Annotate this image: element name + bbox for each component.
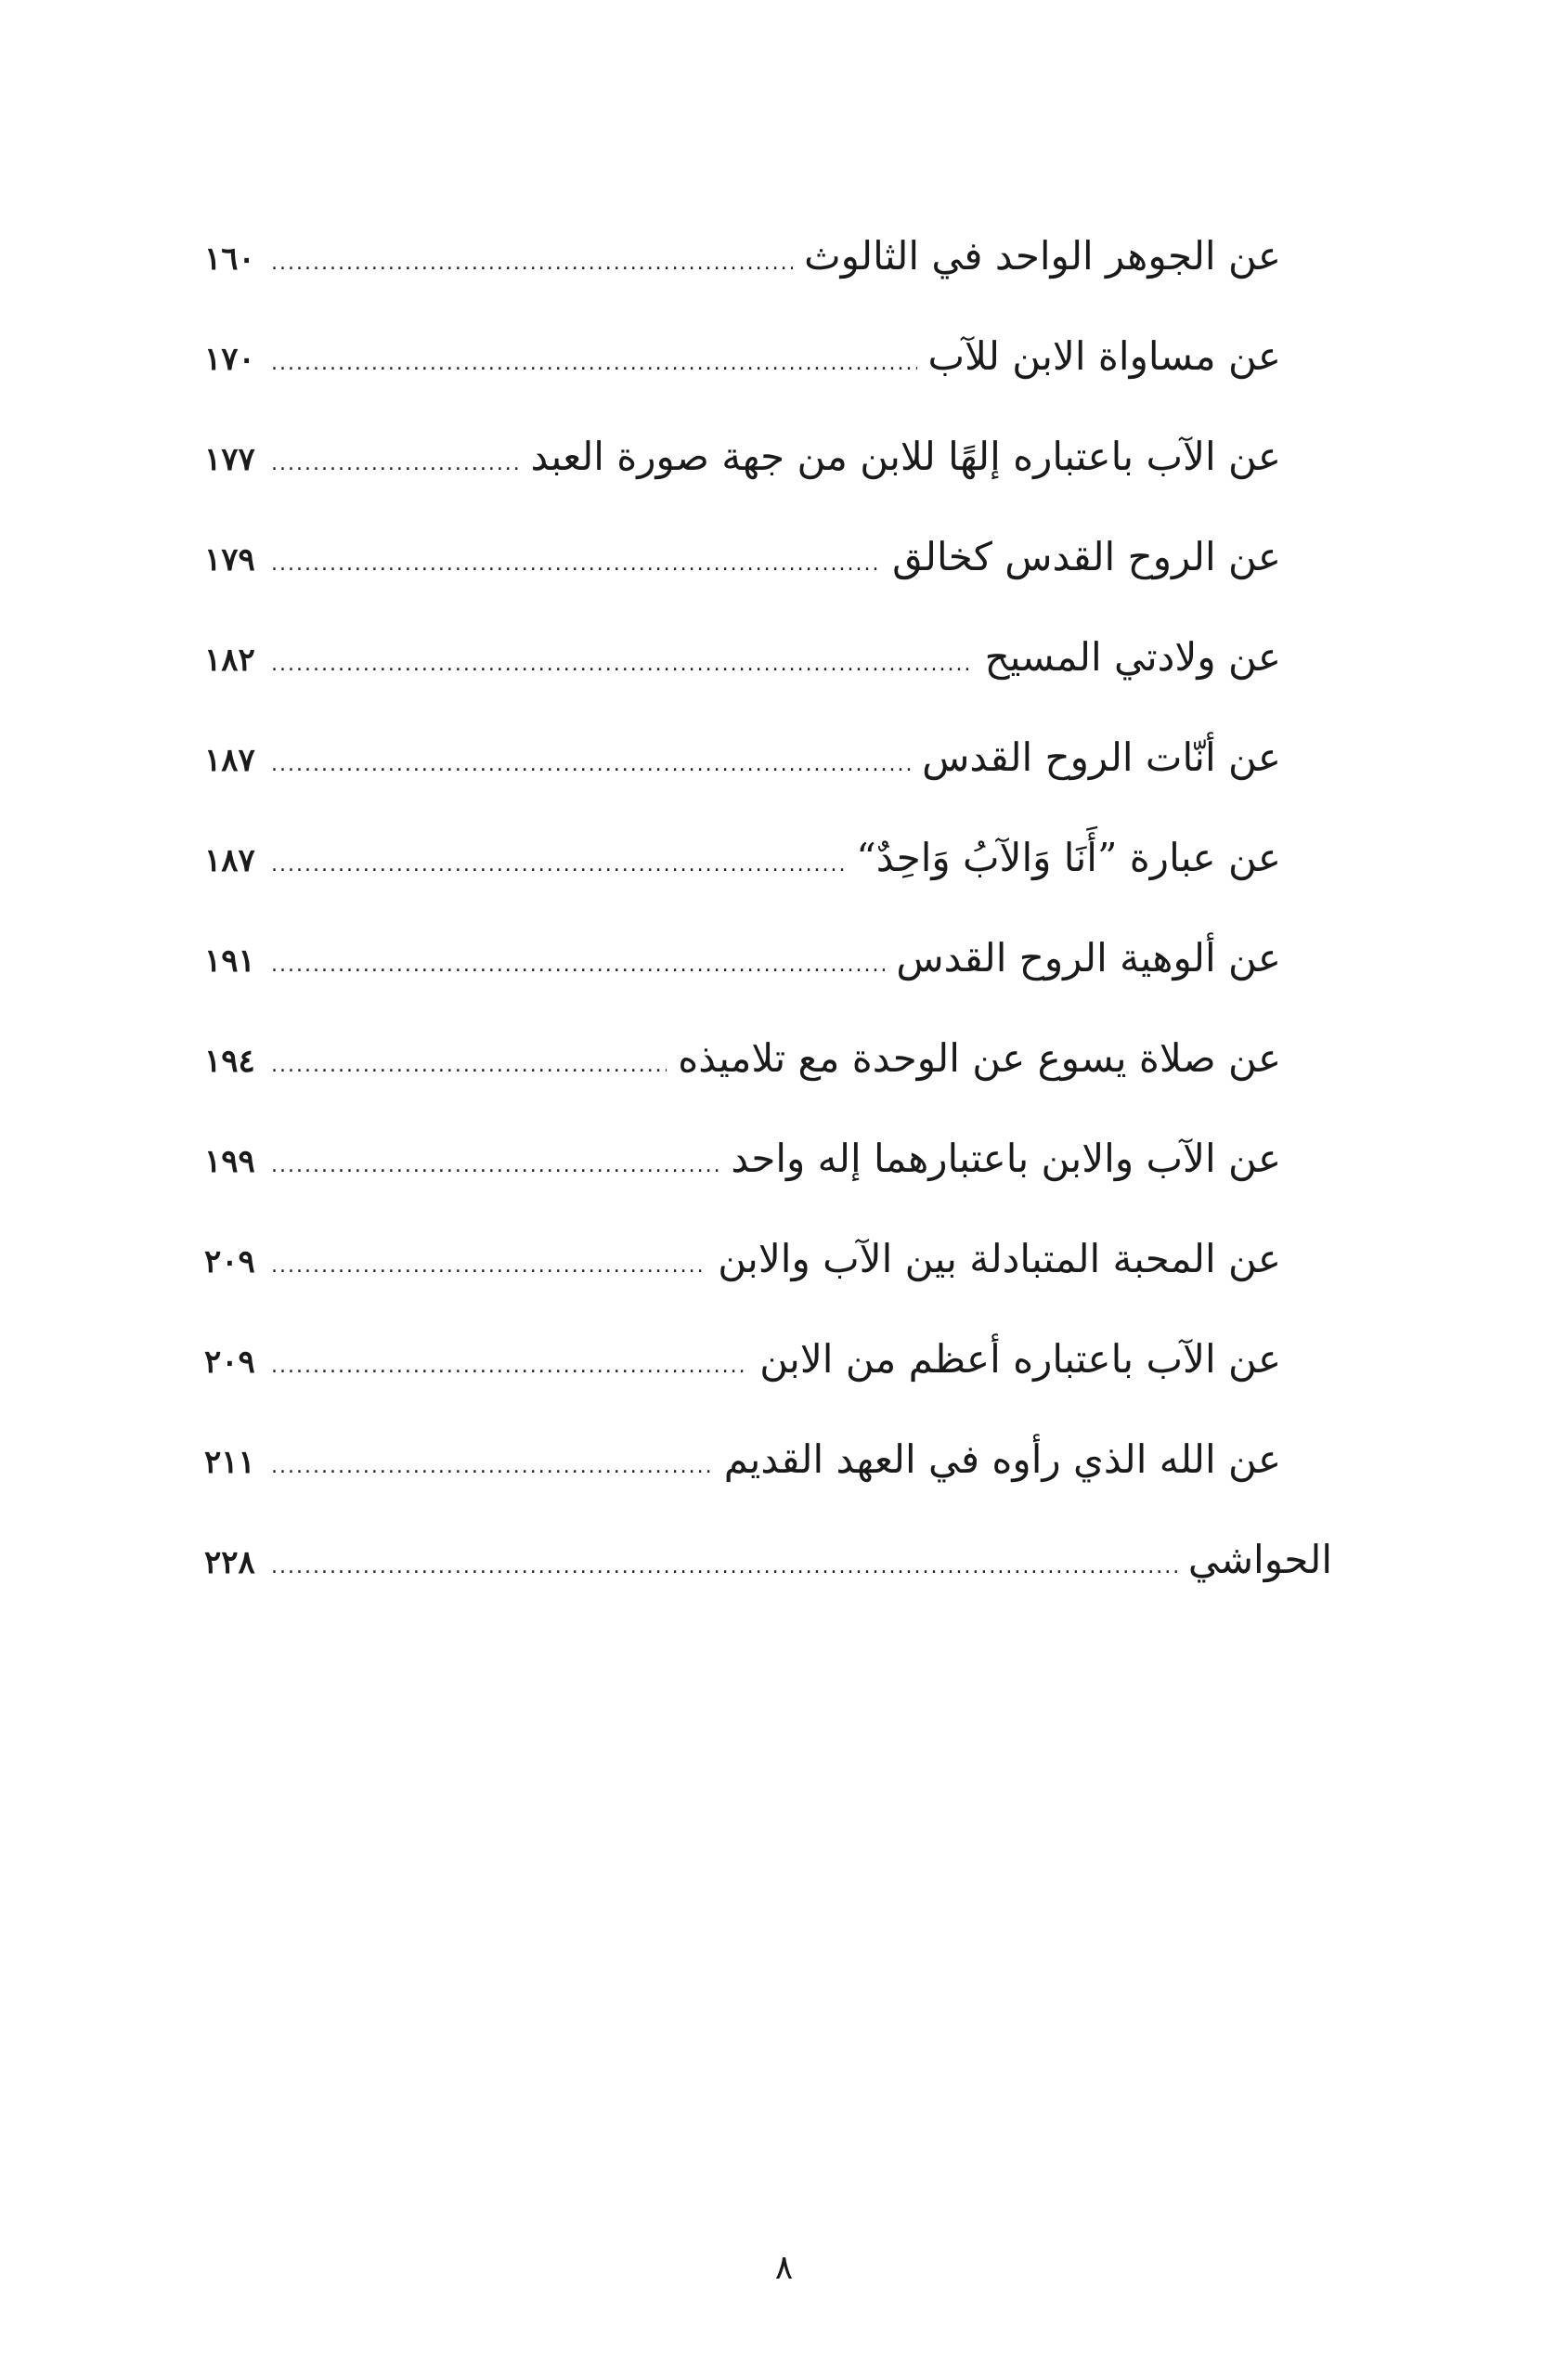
dot-leader (271, 414, 519, 514)
toc-entry-title: عن الروح القدس كخالق (892, 534, 1281, 579)
dot-leader (271, 615, 974, 715)
toc-entry-page: ٢٠٩ (204, 1243, 255, 1280)
dot-leader (271, 1116, 719, 1216)
toc-entry-title: عن المحبة المتبادلة بين الآب والابن (718, 1236, 1281, 1281)
page-number: ٨ (774, 2249, 794, 2287)
toc-entry-page: ١٩٩ (204, 1143, 255, 1180)
dot-leader (271, 1317, 748, 1417)
toc-entry-page: ١٨٢ (204, 642, 255, 679)
toc-entry-title: الحواشي (1187, 1537, 1332, 1582)
toc-entry-title: عن ولادتي المسيح (984, 634, 1281, 680)
toc-entry[interactable] (204, 607, 1332, 708)
toc-entry-title: عن الله الذي رأوه في العهد القديم (723, 1436, 1281, 1482)
toc-entry-title: عن الآب باعتباره أعظم من الابن (759, 1336, 1281, 1382)
toc-entry[interactable] (204, 507, 1332, 607)
toc-entry[interactable] (204, 1209, 1332, 1309)
toc-entry-title: عن مساواة الابن للآب (927, 333, 1281, 379)
dot-leader (271, 214, 793, 314)
toc-entry-notes[interactable] (204, 1510, 1332, 1610)
toc-entry-title: عن ألوهية الروح القدس (896, 935, 1281, 981)
toc-entry-page: ٢٠٩ (204, 1344, 255, 1381)
dot-leader (271, 815, 845, 916)
dot-leader (271, 514, 881, 615)
dot-leader (271, 1216, 706, 1317)
toc-entry-page: ٢١١ (204, 1444, 255, 1481)
toc-entry-page: ١٦٠ (204, 240, 255, 278)
toc-entry-page: ٢٢٨ (204, 1544, 255, 1581)
toc-entry[interactable] (204, 1409, 1332, 1510)
toc-entry[interactable] (204, 1008, 1332, 1109)
toc-entry[interactable] (204, 1109, 1332, 1209)
dot-leader (271, 715, 911, 815)
dot-leader (271, 1016, 667, 1116)
toc-entry-title: عن أنّات الروح القدس (922, 734, 1281, 780)
toc-entry-title: عن الجوهر الواحد في الثالوث (804, 233, 1281, 279)
dot-leader (271, 1417, 713, 1517)
toc-entry[interactable] (204, 206, 1332, 306)
dot-leader (271, 1517, 1177, 1617)
toc-entry-title: عن صلاة يسوع عن الوحدة مع تلاميذه (678, 1035, 1281, 1081)
toc-entry-page: ١٩٤ (204, 1043, 255, 1080)
toc-entry-page: ١٧٠ (204, 341, 255, 378)
toc-entry-page: ١٨٧ (204, 842, 255, 879)
toc-entry[interactable] (204, 407, 1332, 507)
toc-entry-title: عن الآب والابن باعتبارهما إله واحد (731, 1136, 1281, 1181)
toc-entry-page: ١٨٧ (204, 742, 255, 779)
toc-entry-page: ١٧٧ (204, 441, 255, 478)
toc-entry-page: ١٧٩ (204, 541, 255, 578)
toc-entry[interactable] (204, 808, 1332, 908)
toc-entry[interactable] (204, 708, 1332, 808)
toc-entry[interactable] (204, 1309, 1332, 1409)
toc-entry-title: عن الآب باعتباره إلهًا للابن من جهة صورة العبد (530, 434, 1281, 479)
table-of-contents (204, 206, 1332, 1610)
toc-entry[interactable] (204, 306, 1332, 407)
toc-entry[interactable] (204, 908, 1332, 1008)
toc-entry-page: ١٩١ (204, 942, 255, 980)
toc-entry-title: عن عبارة ”أَنَا وَالآبُ وَاحِدٌ“ (856, 835, 1281, 880)
dot-leader (271, 314, 917, 414)
dot-leader (271, 916, 885, 1016)
